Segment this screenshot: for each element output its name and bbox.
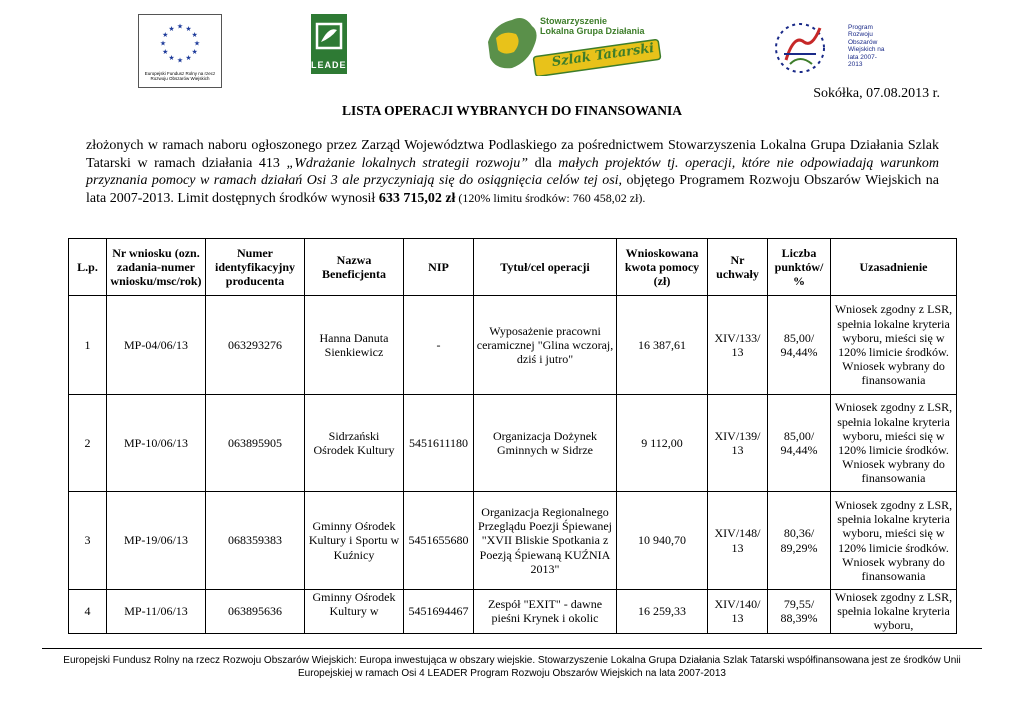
cell-beneficjent: Sidrzański Ośrodek Kultury xyxy=(305,395,404,492)
leader-logo xyxy=(311,14,355,74)
cell-tytul: Wyposażenie pracowni ceramicznej "Glina wczoraj, dziś i jutro" xyxy=(474,296,617,395)
header-beneficjent: Nazwa Beneficjenta xyxy=(305,239,404,296)
intro-text-3: objętego Programem Rozwoju Obszarów Wiejskich na lata 2007-2013. Limit dostępnych środków wynosił xyxy=(86,173,939,206)
intro-quoted: „Wdrażanie lokalnych strategii rozwoju” xyxy=(286,155,529,171)
header-punkty: Liczba punktów/ % xyxy=(768,239,831,296)
table-row xyxy=(69,590,957,634)
cell-nr: MP-19/06/13 xyxy=(107,492,206,590)
eu-star-icon: ★ xyxy=(191,48,198,56)
intro-limit-note: (120% limitu środków: 760 458,02 zł). xyxy=(455,190,646,205)
header-uzasadnienie: Uzasadnienie xyxy=(831,239,957,296)
eu-star-icon: ★ xyxy=(168,54,175,63)
cell-beneficjent: Hanna Danuta Sienkiewicz xyxy=(305,296,404,395)
document-title: LISTA OPERACJI WYBRANYCH DO FINANSOWANIA xyxy=(341,103,683,118)
lgd-logo-line2: Lokalna Grupa Działania xyxy=(540,26,645,36)
intro-paragraph xyxy=(86,137,939,207)
eu-logo-caption: Europejski Fundusz Rolny na rzecz Rozwoju Obszarów Wiejskich xyxy=(144,71,216,81)
eu-star-icon: ★ xyxy=(159,39,167,48)
cell-producent: 063895905 xyxy=(206,395,305,492)
cell-uchwala: XIV/148/ 13 xyxy=(708,492,768,590)
lgd-logo-name xyxy=(540,16,666,36)
document-date: Sokółka, 07.08.2013 r. xyxy=(813,86,940,101)
cell-punkty: 79,55/ 88,39% xyxy=(768,590,831,634)
cell-producent: 063293276 xyxy=(206,296,305,395)
table-row xyxy=(69,395,957,492)
cell-lp: 1 xyxy=(69,296,107,395)
cell-nr: MP-11/06/13 xyxy=(107,590,206,634)
header-nip: NIP xyxy=(404,239,474,296)
header-tytul: Tytuł/cel operacji xyxy=(474,239,617,296)
cell-nip: 5451611180 xyxy=(404,395,474,492)
lgd-szlak-tatarski-logo xyxy=(482,12,668,76)
cell-punkty: 85,00/ 94,44% xyxy=(768,296,831,395)
header-uchwala: Nr uchwały xyxy=(708,239,768,296)
eu-logo xyxy=(138,14,222,88)
header-lp: L.p. xyxy=(69,239,107,296)
cell-beneficjent: Gminny Ośrodek Kultury w xyxy=(305,590,404,634)
footer-text: Europejski Fundusz Rolny na rzecz Rozwoju Obszarów Wiejskich: Europa inwestująca w obszary wiejskie. Stowarzyszenie Lokalna Grupa Działania Szlak Tatarski współfinansowana jest ze środków Unii Europejskiej w ramach Osi 4 LEADER Program Rozwoju Obszarów Wiejskich na lata 2007-2013 xyxy=(63,655,961,679)
cell-uzasadnienie: Wniosek zgodny z LSR, spełnia lokalne kryteria wyboru, mieści się w 120% limicie środków. Wniosek wybrany do finansowania xyxy=(831,296,957,395)
cell-nip: - xyxy=(404,296,474,395)
operations-table xyxy=(68,238,957,634)
cell-producent: 068359383 xyxy=(206,492,305,590)
table-row xyxy=(69,296,957,395)
intro-text-2: dla xyxy=(528,155,559,171)
cell-uzasadnienie: Wniosek zgodny z LSR, spełnia lokalne kryteria wyboru, mieści się w 120% limicie środków. Wniosek wybrany do finansowania xyxy=(831,395,957,492)
prow-logo-text: Program Rozwoju Obszarów Wiejskich na lata 2007-2013 xyxy=(848,24,885,69)
eu-flag-icon xyxy=(143,18,217,68)
header-nr-wniosku: Nr wniosku (ozn. zadania-numer wniosku/msc/rok) xyxy=(107,239,206,296)
cell-kwota: 10 940,70 xyxy=(617,492,708,590)
leader-emblem-icon xyxy=(311,18,347,58)
table-row xyxy=(69,492,957,590)
cell-punkty: 85,00/ 94,44% xyxy=(768,395,831,492)
cell-lp: 4 xyxy=(69,590,107,634)
eu-star-icon: ★ xyxy=(185,54,192,63)
cell-beneficjent: Gminny Ośrodek Kultury i Sportu w Kuźnicy xyxy=(305,492,404,590)
prow-emblem-icon xyxy=(764,14,848,76)
cell-lp: 2 xyxy=(69,395,107,492)
cell-tytul: Zespół "EXIT" - dawne pieśni Krynek i okolic xyxy=(474,590,617,634)
eu-star-icon: ★ xyxy=(191,31,198,39)
cell-kwota: 9 112,00 xyxy=(617,395,708,492)
cell-tytul: Organizacja Dożynek Gminnych w Sidrze xyxy=(474,395,617,492)
intro-italic-2: małych projektów tj. operacji, które nie odpowiadają warunkom przyznania pomocy w ramach działań Osi 3 ale przyczyniają się do osiągnięcia celów tej osi, xyxy=(86,155,939,188)
cell-uchwala: XIV/140/ 13 xyxy=(708,590,768,634)
eu-star-icon: ★ xyxy=(162,31,169,39)
intro-text-1: złożonych w ramach naboru ogłoszonego przez Zarząd Województwa Podlaskiego za pośrednictwem Stowarzyszenia Lokalna Grupa Działania Szlak Tatarski w ramach działania 413 xyxy=(86,138,939,171)
cell-nip: 5451655680 xyxy=(404,492,474,590)
cell-uzasadnienie: Wniosek zgodny z LSR, spełnia lokalne kryteria wyboru, mieści się w 120% limicie środków. Wniosek wybrany do finansowania xyxy=(831,492,957,590)
prow-logo xyxy=(764,14,886,76)
cell-kwota: 16 387,61 xyxy=(617,296,708,395)
cell-uchwala: XIV/139/ 13 xyxy=(708,395,768,492)
lgd-logo-line1: Stowarzyszenie xyxy=(540,16,608,26)
cell-nip: 5451694467 xyxy=(404,590,474,634)
footer-divider xyxy=(42,648,982,649)
eu-star-icon: ★ xyxy=(193,39,201,48)
table-header-row xyxy=(69,239,957,296)
cell-tytul: Organizacja Regionalnego Przeglądu Poezji Śpiewanej "XVII Bliskie Spotkania z Poezją Śpiewaną KUŹNIA 2013" xyxy=(474,492,617,590)
cell-lp: 3 xyxy=(69,492,107,590)
eu-star-icon: ★ xyxy=(176,22,184,31)
eu-star-icon: ★ xyxy=(185,24,192,33)
header-numer-producenta: Numer identyfikacyjny producenta xyxy=(206,239,305,296)
eu-star-icon: ★ xyxy=(168,24,175,33)
eu-star-icon: ★ xyxy=(176,56,184,65)
cell-nr: MP-10/06/13 xyxy=(107,395,206,492)
cell-kwota: 16 259,33 xyxy=(617,590,708,634)
eu-star-icon: ★ xyxy=(162,48,169,56)
header-kwota: Wnioskowana kwota pomocy (zł) xyxy=(617,239,708,296)
cell-punkty: 80,36/ 89,29% xyxy=(768,492,831,590)
cell-producent: 063895636 xyxy=(206,590,305,634)
leader-logo-text: LEADER xyxy=(311,60,355,70)
cell-uchwala: XIV/133/ 13 xyxy=(708,296,768,395)
cell-nr: MP-04/06/13 xyxy=(107,296,206,395)
cell-uzasadnienie: Wniosek zgodny z LSR, spełnia lokalne kryteria wyboru, xyxy=(831,590,957,634)
lgd-logo-szlak: Szlak Tatarski xyxy=(550,40,656,71)
intro-amount: 633 715,02 zł xyxy=(378,190,456,206)
